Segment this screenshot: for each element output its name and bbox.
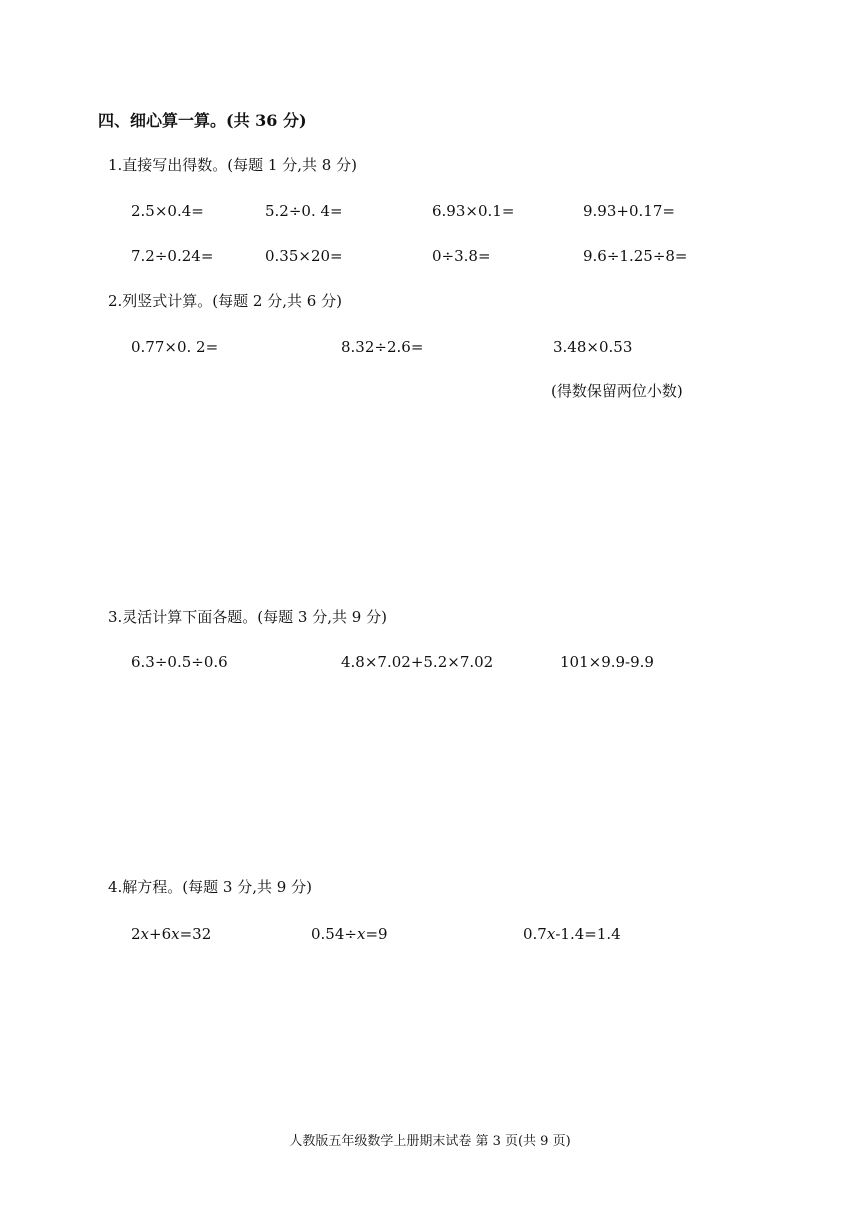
question-1-label: 1.直接写出得数。(每题 1 分,共 8 分)	[108, 156, 357, 174]
q1-item-6: 0.35×20=	[265, 247, 343, 265]
section-title: 四、细心算一算。(共 36 分)	[98, 111, 307, 130]
q1-item-8: 9.6÷1.25÷8=	[583, 247, 688, 265]
question-4-label: 4.解方程。(每题 3 分,共 9 分)	[108, 878, 312, 896]
question-2-label: 2.列竖式计算。(每题 2 分,共 6 分)	[108, 292, 342, 310]
q2-item-2: 8.32÷2.6=	[341, 338, 424, 356]
q3-item-1: 6.3÷0.5÷0.6	[131, 653, 228, 671]
q2-item-1: 0.77×0. 2=	[131, 338, 219, 356]
q2-item-3: 3.48×0.53	[553, 338, 633, 356]
q2-rounding-note: (得数保留两位小数)	[551, 382, 683, 400]
q3-item-3: 101×9.9-9.9	[560, 653, 654, 671]
page-footer: 人教版五年级数学上册期末试卷 第 3 页(共 9 页)	[289, 1134, 571, 1149]
q1-item-3: 6.93×0.1=	[432, 202, 515, 220]
question-3-label: 3.灵活计算下面各题。(每题 3 分,共 9 分)	[108, 608, 387, 626]
q4-equation-1: 2x+6x=32	[131, 925, 212, 943]
q4-equation-2: 0.54÷x=9	[311, 925, 388, 943]
q1-item-1: 2.5×0.4=	[131, 202, 204, 220]
q1-item-7: 0÷3.8=	[432, 247, 491, 265]
q1-item-5: 7.2÷0.24=	[131, 247, 214, 265]
q4-equation-3: 0.7x-1.4=1.4	[523, 925, 621, 943]
q3-item-2: 4.8×7.02+5.2×7.02	[341, 653, 494, 671]
q1-item-4: 9.93+0.17=	[583, 202, 675, 220]
q1-item-2: 5.2÷0. 4=	[265, 202, 343, 220]
